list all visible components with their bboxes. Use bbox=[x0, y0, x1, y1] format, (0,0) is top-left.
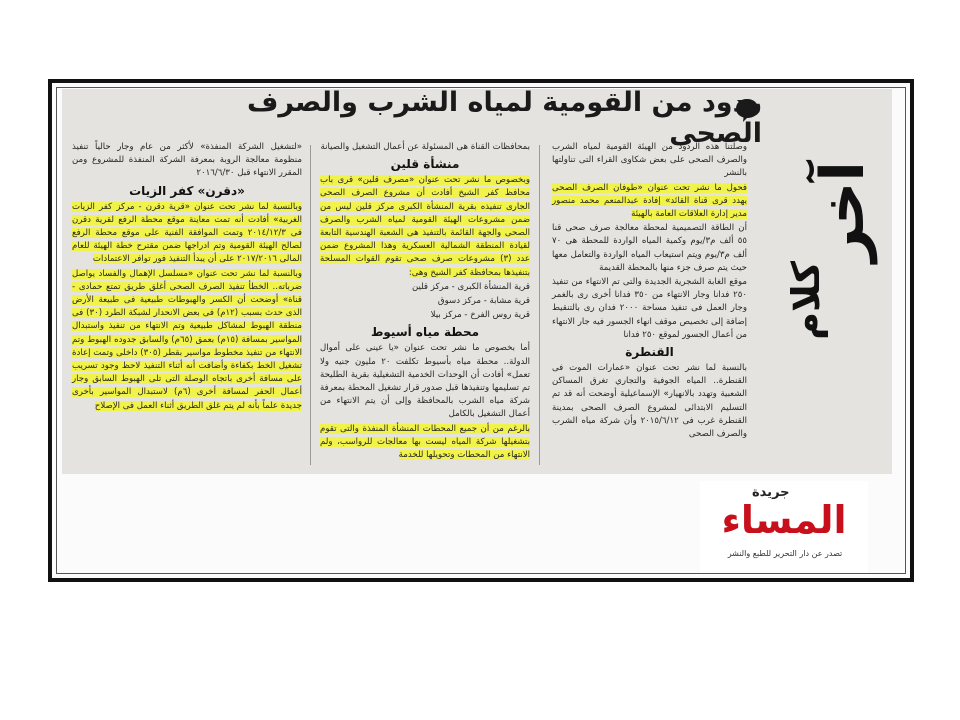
highlighted-text: وبخصوص ما نشر تحت عنوان «مصرف قلين» قرى باب محافظ كفر الشيخ أفادت أن مشروع الصرف الصحى الجارى تنفيذه بقرية المنشأة الكبرى مركز قلين ليس من ضمن مشروعات الهيئة القومية لمياه الشرب والصرف الصحى والجهة القائمة بالتنفيذ هى الشعبة الهندسية التابعة لقيادة المنطقة الشمالية العسكرية وهذا المشروع ضمن عدد (٣) مشروعات صرف صحى تقوم القوات المسلحة بتنفيذها بمحافظة كفر الشيخ وهى: bbox=[320, 175, 530, 278]
paragraph: أن الطاقة التصميمية لمحطة معالجة صرف صحى قنا ٥٥ ألف م٣/يوم وكمية المياه الواردة للمحطة هى ٧٠ ألف م٣/يوم ويتم استيعاب المياه الواردة والتعامل معها حيث يتم صرف جزء منها بالمحطة القديمة bbox=[552, 223, 747, 273]
article-column-3 bbox=[72, 141, 302, 414]
side-title-line2: كلام bbox=[784, 261, 828, 340]
paragraph: بمحافظات القناة هى المسئولة عن أعمال التشغيل والصيانة bbox=[320, 142, 530, 152]
paragraph: وصلتنا هذه الردود من الهيئة القومية لمياه الشرب والصرف الصحى على بعض شكاوى القراء التى تناولتها بالنشر bbox=[552, 142, 747, 179]
side-title-line1: آخر bbox=[808, 161, 878, 263]
paragraph: موقع الغابة الشجرية الجديدة والتى تم الانتهاء من تنفيذ ٢٥٠ فدانا وجار الانتهاء من ٣٥٠ فدانا أخرى رى بالغمر وجار العمل فى تنفيذ مساحة ٢٠٠٠ فدان رى بالتنقيط إضافة إلى تخصيص موقف انهاء الجسور فيه جار الانتهاء من أعمال الجسور لموقع ٢٥٠ فدانا bbox=[552, 277, 747, 340]
article-column-2 bbox=[320, 141, 530, 463]
newspaper-clipping bbox=[62, 89, 892, 474]
paragraph bbox=[320, 423, 530, 463]
paragraph bbox=[320, 174, 530, 280]
list-item: قرية روس الفرخ - مركز بيلا bbox=[430, 310, 530, 321]
paragraph bbox=[72, 268, 302, 413]
highlighted-text: فحول ما نشر تحت عنوان «طوفان الصرف الصحى يهدد قرى قناة القائد» إفادة عبدالمنعم محمد منصور مدير إدارة العلاقات العامة بالهيئة bbox=[552, 182, 747, 220]
paragraph: «لتشغيل الشركة المنفذة» لأكثر من عام وجار حالياً تنفيذ منظومة معالجة الروبة بمعرفة الشركة المنفذة للمشروع ومن المقرر الانتهاء قبل ٢٠١٦/٦/٣٠ bbox=[72, 142, 302, 179]
logo-small-text: جريدة bbox=[752, 485, 790, 500]
article-column-1 bbox=[552, 141, 747, 442]
section-heading: «دقرن» كفر الزيات bbox=[129, 183, 245, 198]
highlighted-text: وبالنسبة لما نشر تحت عنوان «قرية دقرن - مركز كفر الزيات الغربية» أفادت أنه تمت معاينة موقع محطة الرفع لقرية دقرن فى ٢٠١٤/١٢/٣ وتمت الموافقة الفنية على موقع محطة الرفع لصالح الهيئة القومية وتم ادراجها ضمن مقترح خطة الهيئة للعام المالى ٢٠١٧/٢٠١٦ على أن يبدأ التنفيذ فور توافر الاعتمادات bbox=[72, 201, 302, 265]
clipping-frame bbox=[48, 79, 914, 582]
column-divider bbox=[539, 145, 540, 465]
logo-tagline: تصدر عن دار التحرير للطبع والنشر bbox=[727, 549, 843, 558]
highlighted-text: بالرغم من أن جميع المحطات المنشأة المنفذة والتى تقوم بتشغيلها شركة المياه ليست بها معالجات للرواسب، ولم الانتهاء من المحطات وتحويلها للخدمة bbox=[320, 423, 530, 461]
list-item: قرية مشابة - مركز دسوق bbox=[437, 296, 530, 307]
newspaper-logo bbox=[700, 481, 868, 573]
section-heading: منشأة قلين bbox=[390, 157, 460, 172]
paragraph bbox=[552, 182, 747, 222]
section-heading: محطة مياه أسيوط bbox=[370, 325, 480, 340]
headline: ردود من القومية لمياه الشرب والصرف الصحى bbox=[247, 89, 762, 149]
logo-main-text: المساء bbox=[721, 498, 847, 542]
paragraph bbox=[72, 201, 302, 267]
list-item: قرية المنشأة الكبرى - مركز قلين bbox=[411, 281, 530, 292]
paragraph: أما بخصوص ما نشر تحت عنوان «يا عينى على أموال الدولة.. محطة مياه بأسيوط تكلفت ٢٠ مليون جنيه ولا تعمل» أفادت أن الوحدات الخدمية التشغيلية بقرية الطليحة تم تسليمها وتنفيذها قبل صدور قرار تشغيل المحطة بمعرفة شركة مياه الشرب بالمحافظة وإلى أن يتم الانتهاء من أعمال التشغيل بالكامل bbox=[320, 343, 530, 420]
section-heading: القنطرة bbox=[625, 345, 674, 360]
paragraph: بالنسبة لما نشر تحت عنوان «عمارات الموت فى القنطرة.. المياه الجوفية والتجاري تغرق المساكن الشعبية وتهدد بالانهيار» الإسماعيلية أوضحت أنه قد تم التسليم الابتدائى لمشروع الصرف الصحى بمدينة القنطرة غرب فى ٢٠١٥/٦/١٢ وأن شركة مياه الشرب والصرف الصحى bbox=[552, 363, 747, 440]
side-title bbox=[780, 161, 880, 401]
highlighted-text: وبالنسبة لما نشر تحت عنوان «مسلسل الإهمال والفساد يواصل ضرباته.. الخطأ تنفيذ الصرف الصحى أغلق طريق تمتع حمادى - قناة» أوضحت أن الكسر والهبوطات طبيعية فى طبيعة الأرض الذى حدث بسبب (١٢م) فى بعض الانحدار لشبكة الطرد (٣٠) فى منطقة الهبوط لمشاكل طبيعية وتم الانتهاء من تنفيذ واستبدال المواسير بمسافة (١٥م) بعمق (٦٥م) والسابق جدوده الهبوط وتم الانتهاء من تنفيذ مخطوط مواسير بقطر (٣٠٥) داخلى وتمت إعادة تشغيل الخط بكفاءة وأضافت أنه أثناء التنفيذ لاحظ وجود تسريب على مسافة أخرى باتجاه الوصلة التى تلى الهبوط السابق وجار أعمال الحفر لمسافة أخرى (٦م) لاستبدال المواسير بأخرى جديدة علماً بأنه لم يتم غلق الطريق أثناء العمل فى الإصلاح bbox=[72, 268, 303, 411]
column-divider bbox=[310, 145, 311, 465]
